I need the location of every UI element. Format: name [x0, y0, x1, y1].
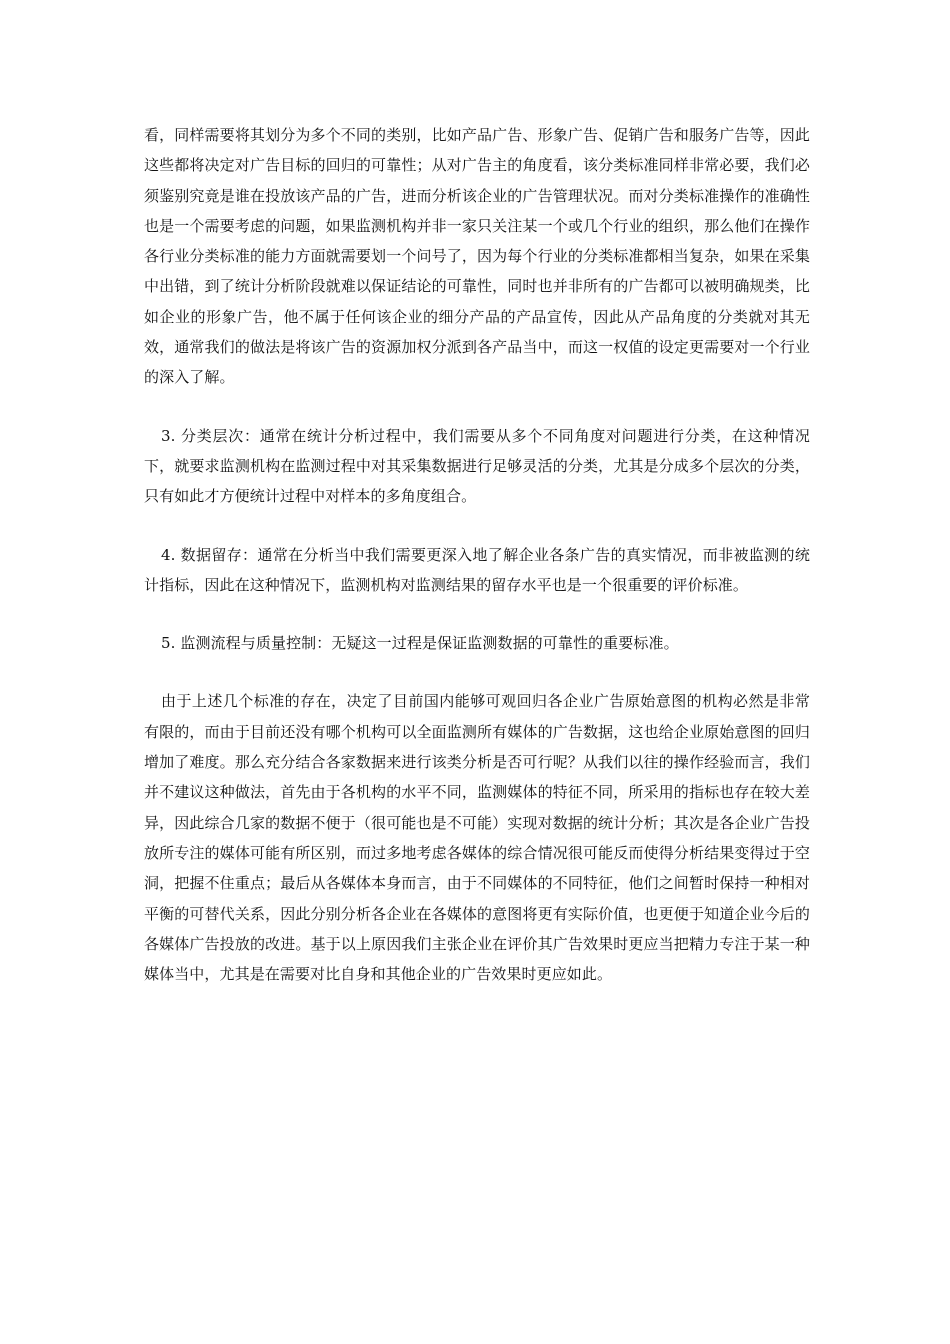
paragraph-item-3: 3. 分类层次：通常在统计分析过程中，我们需要从多个不同角度对问题进行分类，在这种情况下，就要求监测机构在监测过程中对其采集数据进行足够灵活的分类，尤其是分成多个层次的分类，只有如此才方便统计过程中对样本的多角度组合。 [144, 426, 810, 506]
document-body [144, 120, 810, 989]
paragraph-conclusion: 由于上述几个标准的存在，决定了目前国内能够可观回归各企业广告原始意图的机构必然是非常有限的，而由于目前还没有哪个机构可以全面监测所有媒体的广告数据，这也给企业原始意图的回归增加了难度。那么充分结合各家数据来进行该类分析是否可行呢？从我们以往的操作经验而言，我们并不建议这种做法，首先由于各机构的水平不同，监测媒体的特征不同，所采用的指标也存在较大差异，因此综合几家的数据不便于（很可能也是不可能）实现对数据的统计分析；其次是各企业广告投放所专注的媒体可能有所区别，而过多地考虑各媒体的综合情况很可能反而使得分析结果变得过于空洞，把握不住重点；最后从各媒体本身而言，由于不同媒体的不同特征，他们之间暂时保持一种相对平衡的可替代关系，因此分别分析各企业在各媒体的意图将更有实际价值，也更便于知道企业今后的各媒体广告投放的改进。基于以上原因我们主张企业在评价其广告效果时更应当把精力专注于某一种媒体当中，尤其是在需要对比自身和其他企业的广告效果时更应如此。 [144, 692, 810, 984]
paragraph-item-5: 5. 监测流程与质量控制：无疑这一过程是保证监测数据的可靠性的重要标准。 [161, 634, 679, 653]
paragraph-item-4: 4. 数据留存：通常在分析当中我们需要更深入地了解企业各条广告的真实情况，而非被监测的统计指标，因此在这种情况下，监测机构对监测结果的留存水平也是一个很重要的评价标准。 [144, 545, 810, 594]
paragraph-continued: 看，同样需要将其划分为多个不同的类别，比如产品广告、形象广告、促销广告和服务广告等，因此这些都将决定对广告目标的回归的可靠性；从对广告主的角度看，该分类标准同样非常必要，我们必须鉴别究竟是谁在投放该产品的广告，进而分析该企业的广告管理状况。而对分类标准操作的准确性也是一个需要考虑的问题，如果监测机构并非一家只关注某一个或几个行业的组织，那么他们在操作各行业分类标准的能力方面就需要划一个问号了，因为每个行业的分类标准都相当复杂，如果在采集中出错，到了统计分析阶段就难以保证结论的可靠性，同时也并非所有的广告都可以被明确规类，比如企业的形象广告，他不属于任何该企业的细分产品的产品宣传，因此从产品角度的分类就对其无效，通常我们的做法是将该广告的资源加权分派到各产品当中，而这一权值的设定更需要对一个行业的深入了解。 [144, 126, 810, 387]
